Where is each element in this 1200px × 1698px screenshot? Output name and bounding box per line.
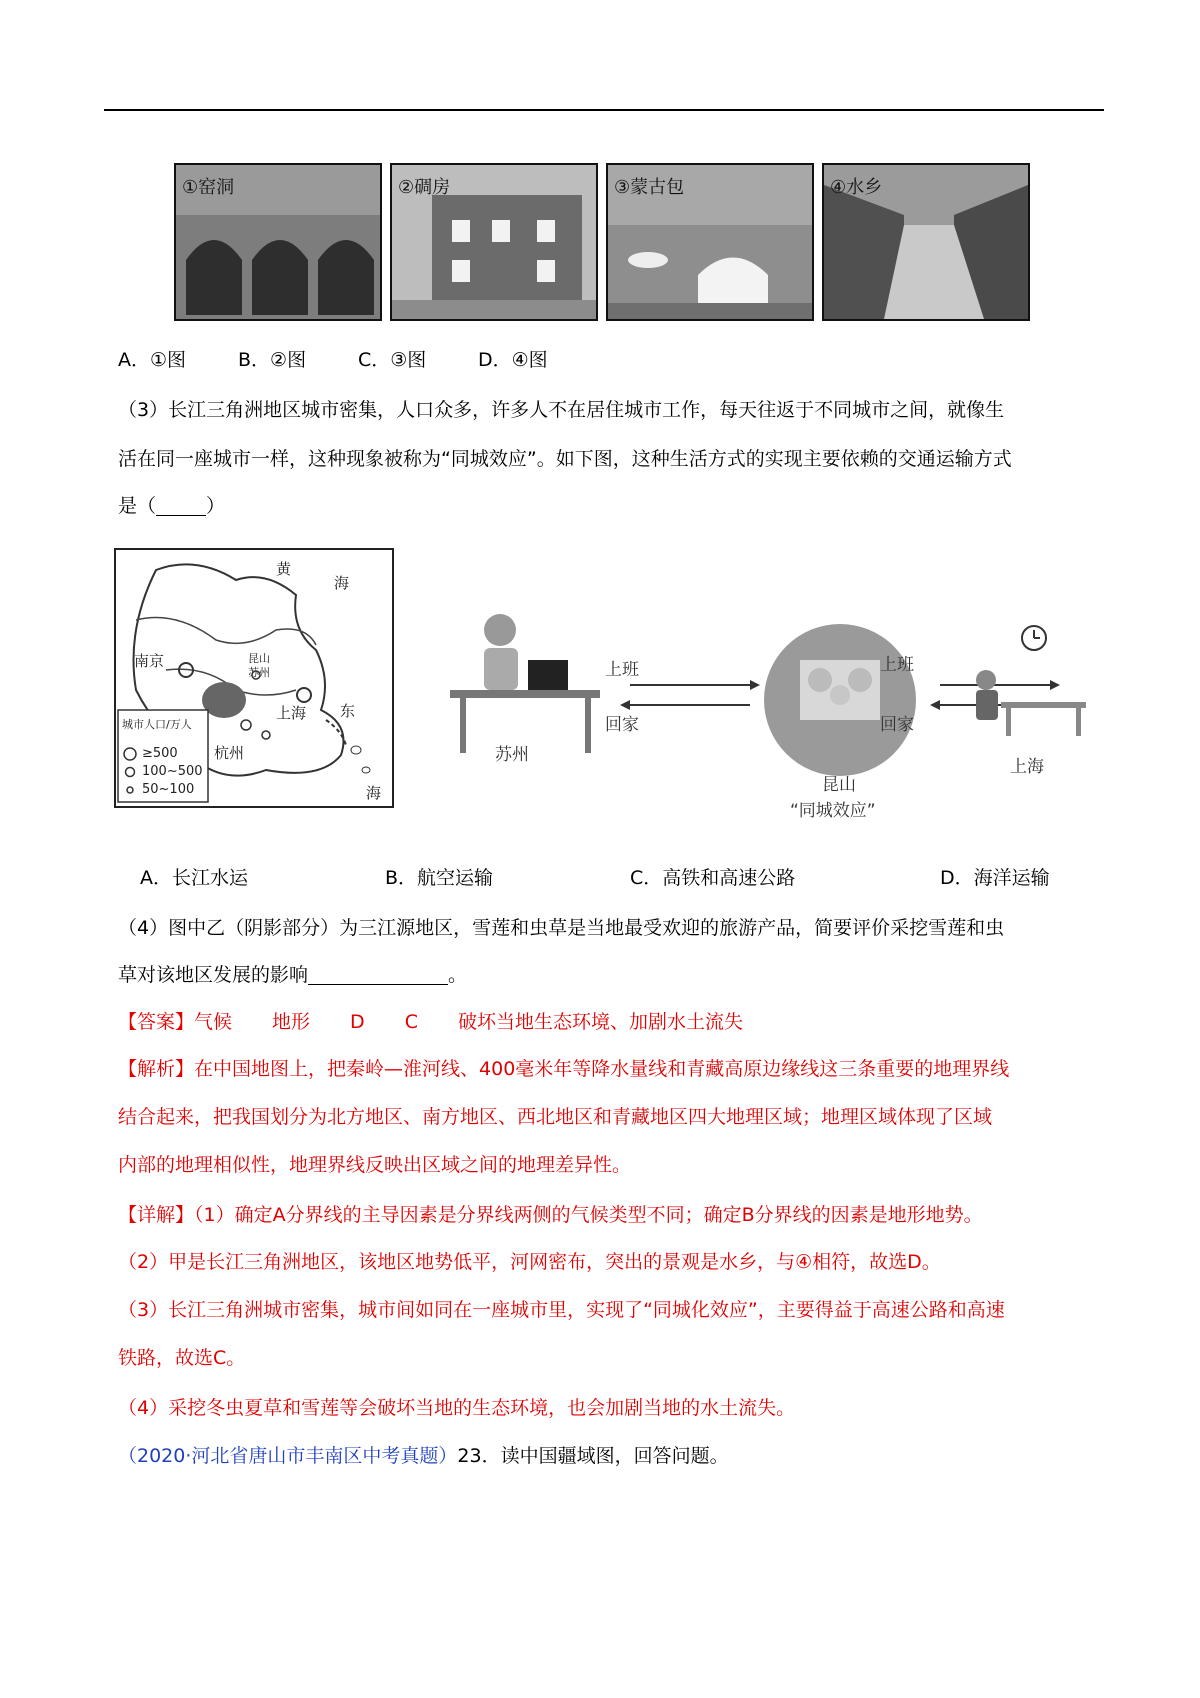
analysis-line3: 内部的地理相似性，地理界线反映出区域之间的地理差异性。 (118, 1154, 632, 1176)
detail-line2: （2）甲是长江三角洲地区，该地区地势低平，河网密布，突出的景观是水乡，与④相符，故选D。 (118, 1251, 941, 1273)
q3-answer-blank[interactable] (156, 495, 206, 516)
answer-label: 【答案】 (118, 1011, 195, 1033)
diagram-label-shanghai: 上海 (1010, 757, 1044, 777)
diagram-label-effect: “同城效应” (790, 801, 876, 821)
q2-options (118, 344, 548, 376)
photo-yurt (606, 163, 814, 321)
legend-item-100-500: 100~500 (142, 764, 203, 779)
answer-item: C (404, 1011, 418, 1033)
legend-item-50-100: 50~100 (142, 782, 195, 797)
map-label-hai-bottom: 海 (366, 784, 382, 802)
map-label-hai-top: 海 (334, 574, 350, 592)
answer-item: 气候 (194, 1011, 233, 1033)
option-b[interactable]: B．航空运输 (385, 867, 494, 889)
q4-answer-blank[interactable] (308, 964, 448, 985)
analysis-text: 在中国地图上，把秦岭—淮河线、400毫米年等降水量线和青藏高原边缘线这三条重要的地理界线 (194, 1058, 1010, 1080)
q3-line1: （3）长江三角洲地区城市密集，人口众多，许多人不在居住城市工作，每天往返于不同城市之间，就像生 (118, 399, 1005, 421)
map-label-suzhou: 苏州 (248, 666, 270, 679)
option-c[interactable]: C．高铁和高速公路 (630, 867, 796, 889)
option-a[interactable]: A．长江水运 (140, 867, 248, 889)
analysis-line2: 结合起来，把我国划分为北方地区、南方地区、西北地区和青藏地区四大地理区域；地理区域体现了区域 (118, 1106, 993, 1128)
map-label-huang: 黄 (276, 560, 292, 578)
q3-options (140, 862, 1050, 894)
analysis-label: 【解析】 (118, 1058, 195, 1080)
header-rule (104, 109, 1104, 111)
legend-item-500: ≥500 (142, 746, 178, 761)
answer-item: 破坏当地生态环境、加剧水土流失 (457, 1011, 743, 1033)
photo-stone-house (390, 163, 598, 321)
option-d[interactable]: D．④图 (478, 349, 548, 371)
next-question (118, 1440, 729, 1472)
diagram-label-go-home-left: 回家 (605, 715, 639, 735)
q4-prefix: 草对该地区发展的影响 (118, 964, 309, 986)
photo-caption: ②碉房 (398, 177, 451, 198)
option-d[interactable]: D．海洋运输 (940, 867, 1050, 889)
analysis-line1 (118, 1053, 1009, 1085)
detail-text: （1）确定A分界线的主导因素是分界线两侧的气候类型不同；确定B分界线的因素是地形地势。 (194, 1204, 983, 1226)
detail-label: 【详解】 (118, 1204, 195, 1226)
legend-title: 城市人口/万人 (122, 718, 192, 731)
yangtze-delta-map (114, 548, 394, 808)
map-label-hangzhou: 杭州 (214, 744, 245, 762)
map-label-kunshan: 昆山 (248, 652, 270, 665)
q3-line2: 活在同一座城市一样，这种现象被称为“同城效应”。如下图，这种生活方式的实现主要依赖的交通运输方式 (118, 448, 1012, 470)
option-c[interactable]: C．③图 (358, 349, 427, 371)
detail-line4: 铁路，故选C。 (118, 1347, 246, 1369)
diagram-label-go-work-right: 上班 (880, 655, 914, 675)
diagram-label-go-home-right: 回家 (880, 715, 914, 735)
diagram-label-suzhou: 苏州 (495, 745, 529, 765)
map-label-shanghai: 上海 (276, 704, 307, 722)
photo-water-town (822, 163, 1030, 321)
detail-line5: （4）采挖冬虫夏草和雪莲等会破坏当地的生态环境，也会加剧当地的水土流失。 (118, 1397, 796, 1419)
q4-suffix: 。 (448, 964, 468, 986)
option-a[interactable]: A．①图 (118, 349, 187, 371)
photo-cave-dwelling (174, 163, 382, 321)
answer-item: 地形 (272, 1011, 311, 1033)
option-b[interactable]: B．②图 (238, 349, 307, 371)
question-text: 23．读中国疆域图，回答问题。 (457, 1445, 729, 1467)
map-label-dong: 东 (340, 702, 356, 720)
diagram-label-kunshan: 昆山 (822, 775, 856, 795)
detail-line3: （3）长江三角洲城市密集，城市间如同在一座城市里，实现了“同城化效应”，主要得益于高速公路和高速 (118, 1299, 1005, 1321)
q3-line3 (118, 490, 225, 522)
q3-suffix: ） (206, 495, 226, 517)
q4-line2 (118, 959, 467, 991)
answer-line (118, 1006, 743, 1038)
detail-line1 (118, 1199, 983, 1231)
answer-item: D (350, 1011, 365, 1033)
q3-prefix: 是（ (118, 495, 157, 517)
map-label-nanjing: 南京 (134, 652, 165, 670)
photo-caption: ④水乡 (830, 177, 883, 198)
q4-line1: （4）图中乙（阴影部分）为三江源地区，雪莲和虫草是当地最受欢迎的旅游产品，简要评价采挖雪莲和虫 (118, 917, 1005, 939)
office-worker-figure (966, 620, 1096, 740)
question-source: （2020·河北省唐山市丰南区中考真题） (118, 1445, 458, 1467)
photo-caption: ③蒙古包 (614, 177, 685, 198)
photo-caption: ①窑洞 (182, 177, 235, 198)
diagram-label-go-work-left: 上班 (605, 660, 639, 680)
